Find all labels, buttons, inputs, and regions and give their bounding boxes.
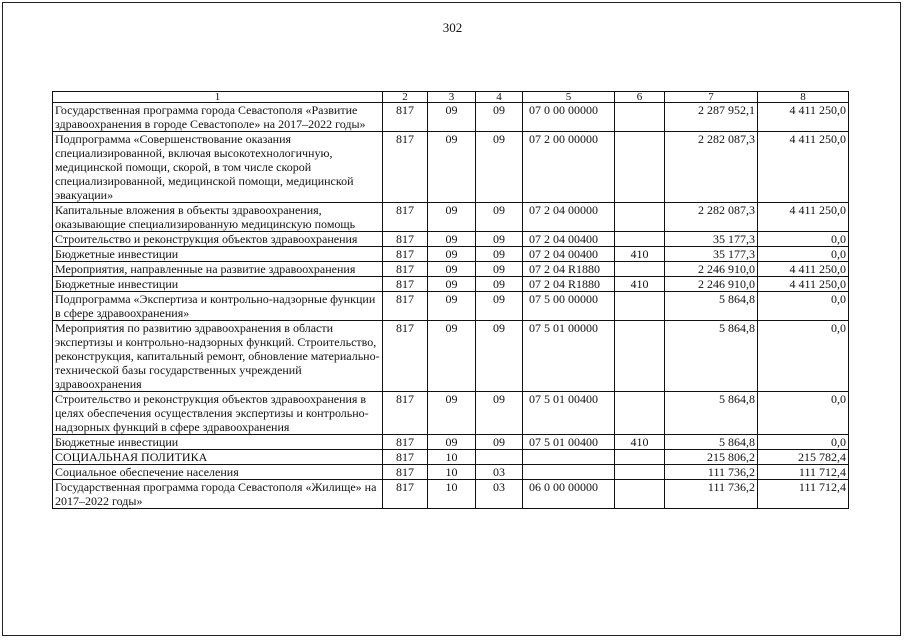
target-article-code: 07 2 04 R1880 bbox=[523, 262, 615, 277]
row-name: Социальное обеспечение населения bbox=[53, 465, 383, 480]
table-row bbox=[53, 292, 849, 321]
table-row bbox=[53, 103, 849, 132]
column-header: 3 bbox=[428, 92, 476, 103]
section-code: 817 bbox=[383, 321, 428, 392]
section-code: 817 bbox=[383, 203, 428, 232]
subsection-code-2: 09 bbox=[476, 232, 523, 247]
subsection-code-2: 03 bbox=[476, 480, 523, 509]
row-name: Строительство и реконструкция объектов здравоохранения в целях обеспечения осуществления экспертизы и контрольно-надзорных функций в сфере здравоохранения bbox=[53, 392, 383, 435]
table-row bbox=[53, 435, 849, 450]
amount-col8: 4 411 250,0 bbox=[758, 132, 849, 203]
row-name: СОЦИАЛЬНАЯ ПОЛИТИКА bbox=[53, 450, 383, 465]
section-code: 817 bbox=[383, 435, 428, 450]
subsection-code-1: 09 bbox=[428, 103, 476, 132]
target-article-code: 07 2 00 00000 bbox=[523, 132, 615, 203]
subsection-code-2: 09 bbox=[476, 435, 523, 450]
expense-type-code: 410 bbox=[615, 247, 665, 262]
row-name: Подпрограмма «Совершенствование оказания специализированной, включая высокотехнологичную, медицинской помощи, скорой, в том числе скорой специализированной, медицинской помощи, медицинской эвакуации» bbox=[53, 132, 383, 203]
subsection-code-1: 09 bbox=[428, 247, 476, 262]
section-code: 817 bbox=[383, 392, 428, 435]
column-header: 2 bbox=[383, 92, 428, 103]
column-header: 7 bbox=[665, 92, 758, 103]
target-article-code: 07 2 04 00400 bbox=[523, 232, 615, 247]
expense-type-code bbox=[615, 103, 665, 132]
row-name: Капитальные вложения в объекты здравоохранения, оказывающие специализированную медицинскую помощь bbox=[53, 203, 383, 232]
amount-col7: 5 864,8 bbox=[665, 392, 758, 435]
subsection-code-2: 09 bbox=[476, 132, 523, 203]
subsection-code-2 bbox=[476, 450, 523, 465]
subsection-code-1: 09 bbox=[428, 292, 476, 321]
amount-col8: 4 411 250,0 bbox=[758, 262, 849, 277]
table-row bbox=[53, 247, 849, 262]
subsection-code-1: 09 bbox=[428, 277, 476, 292]
subsection-code-2: 09 bbox=[476, 103, 523, 132]
subsection-code-1: 09 bbox=[428, 132, 476, 203]
target-article-code: 07 0 00 00000 bbox=[523, 103, 615, 132]
section-code: 817 bbox=[383, 292, 428, 321]
budget-table bbox=[52, 91, 849, 509]
amount-col7: 2 246 910,0 bbox=[665, 262, 758, 277]
amount-col8: 4 411 250,0 bbox=[758, 203, 849, 232]
section-code: 817 bbox=[383, 232, 428, 247]
amount-col8: 215 782,4 bbox=[758, 450, 849, 465]
row-name: Государственная программа города Севастополя «Жилище» на 2017–2022 годы» bbox=[53, 480, 383, 509]
row-name: Государственная программа города Севастополя «Развитие здравоохранения в городе Севастополе» на 2017–2022 годы» bbox=[53, 103, 383, 132]
subsection-code-2: 03 bbox=[476, 465, 523, 480]
expense-type-code: 410 bbox=[615, 277, 665, 292]
column-header: 5 bbox=[523, 92, 615, 103]
subsection-code-2: 09 bbox=[476, 292, 523, 321]
target-article-code: 07 5 01 00400 bbox=[523, 435, 615, 450]
amount-col8: 0,0 bbox=[758, 435, 849, 450]
section-code: 817 bbox=[383, 450, 428, 465]
table-row bbox=[53, 232, 849, 247]
target-article-code bbox=[523, 450, 615, 465]
target-article-code: 06 0 00 00000 bbox=[523, 480, 615, 509]
expense-type-code bbox=[615, 321, 665, 392]
amount-col8: 0,0 bbox=[758, 392, 849, 435]
subsection-code-1: 10 bbox=[428, 480, 476, 509]
subsection-code-1: 09 bbox=[428, 321, 476, 392]
subsection-code-2: 09 bbox=[476, 392, 523, 435]
target-article-code bbox=[523, 465, 615, 480]
subsection-code-1: 09 bbox=[428, 203, 476, 232]
amount-col7: 5 864,8 bbox=[665, 292, 758, 321]
amount-col7: 35 177,3 bbox=[665, 232, 758, 247]
section-code: 817 bbox=[383, 103, 428, 132]
table-row bbox=[53, 392, 849, 435]
amount-col8: 0,0 bbox=[758, 321, 849, 392]
subsection-code-2: 09 bbox=[476, 277, 523, 292]
expense-type-code bbox=[615, 232, 665, 247]
row-name: Мероприятия по развитию здравоохранения в области экспертизы и контрольно-надзорных функций. Строительство, реконструкция, капитальный ремонт, обновление материально-технической базы государственных учреждений здравоохранения bbox=[53, 321, 383, 392]
row-name: Бюджетные инвестиции bbox=[53, 435, 383, 450]
target-article-code: 07 2 04 00000 bbox=[523, 203, 615, 232]
amount-col8: 111 712,4 bbox=[758, 465, 849, 480]
section-code: 817 bbox=[383, 132, 428, 203]
row-name: Строительство и реконструкция объектов здравоохранения bbox=[53, 232, 383, 247]
amount-col7: 35 177,3 bbox=[665, 247, 758, 262]
amount-col7: 5 864,8 bbox=[665, 321, 758, 392]
amount-col7: 2 282 087,3 bbox=[665, 203, 758, 232]
table-row bbox=[53, 480, 849, 509]
amount-col8: 0,0 bbox=[758, 247, 849, 262]
amount-col7: 2 282 087,3 bbox=[665, 132, 758, 203]
amount-col7: 2 246 910,0 bbox=[665, 277, 758, 292]
row-name: Мероприятия, направленные на развитие здравоохранения bbox=[53, 262, 383, 277]
expense-type-code bbox=[615, 262, 665, 277]
expense-type-code bbox=[615, 450, 665, 465]
table-row bbox=[53, 203, 849, 232]
table-row bbox=[53, 465, 849, 480]
section-code: 817 bbox=[383, 247, 428, 262]
amount-col7: 5 864,8 bbox=[665, 435, 758, 450]
expense-type-code bbox=[615, 132, 665, 203]
expense-type-code bbox=[615, 203, 665, 232]
amount-col8: 4 411 250,0 bbox=[758, 103, 849, 132]
amount-col8: 4 411 250,0 bbox=[758, 277, 849, 292]
row-name: Бюджетные инвестиции bbox=[53, 247, 383, 262]
subsection-code-1: 09 bbox=[428, 392, 476, 435]
subsection-code-2: 09 bbox=[476, 203, 523, 232]
section-code: 817 bbox=[383, 465, 428, 480]
table-header-row bbox=[53, 92, 849, 103]
row-name: Подпрограмма «Экспертиза и контрольно-надзорные функции в сфере здравоохранения» bbox=[53, 292, 383, 321]
amount-col8: 111 712,4 bbox=[758, 480, 849, 509]
subsection-code-1: 10 bbox=[428, 465, 476, 480]
section-code: 817 bbox=[383, 480, 428, 509]
subsection-code-1: 10 bbox=[428, 450, 476, 465]
table-row bbox=[53, 450, 849, 465]
column-header: 8 bbox=[758, 92, 849, 103]
target-article-code: 07 2 04 R1880 bbox=[523, 277, 615, 292]
subsection-code-1: 09 bbox=[428, 232, 476, 247]
column-header: 4 bbox=[476, 92, 523, 103]
table-row bbox=[53, 277, 849, 292]
amount-col7: 2 287 952,1 bbox=[665, 103, 758, 132]
subsection-code-2: 09 bbox=[476, 321, 523, 392]
table-row bbox=[53, 132, 849, 203]
expense-type-code bbox=[615, 480, 665, 509]
expense-type-code: 410 bbox=[615, 435, 665, 450]
amount-col7: 111 736,2 bbox=[665, 465, 758, 480]
amount-col7: 111 736,2 bbox=[665, 480, 758, 509]
amount-col8: 0,0 bbox=[758, 232, 849, 247]
target-article-code: 07 5 00 00000 bbox=[523, 292, 615, 321]
expense-type-code bbox=[615, 465, 665, 480]
subsection-code-2: 09 bbox=[476, 247, 523, 262]
subsection-code-1: 09 bbox=[428, 262, 476, 277]
target-article-code: 07 5 01 00000 bbox=[523, 321, 615, 392]
table-row bbox=[53, 321, 849, 392]
table-row bbox=[53, 262, 849, 277]
target-article-code: 07 2 04 00400 bbox=[523, 247, 615, 262]
column-header: 1 bbox=[53, 92, 383, 103]
section-code: 817 bbox=[383, 277, 428, 292]
amount-col8: 0,0 bbox=[758, 292, 849, 321]
column-header: 6 bbox=[615, 92, 665, 103]
expense-type-code bbox=[615, 392, 665, 435]
subsection-code-1: 09 bbox=[428, 435, 476, 450]
target-article-code: 07 5 01 00400 bbox=[523, 392, 615, 435]
page-number: 302 bbox=[442, 20, 463, 35]
row-name: Бюджетные инвестиции bbox=[53, 277, 383, 292]
section-code: 817 bbox=[383, 262, 428, 277]
amount-col7: 215 806,2 bbox=[665, 450, 758, 465]
subsection-code-2: 09 bbox=[476, 262, 523, 277]
expense-type-code bbox=[615, 292, 665, 321]
